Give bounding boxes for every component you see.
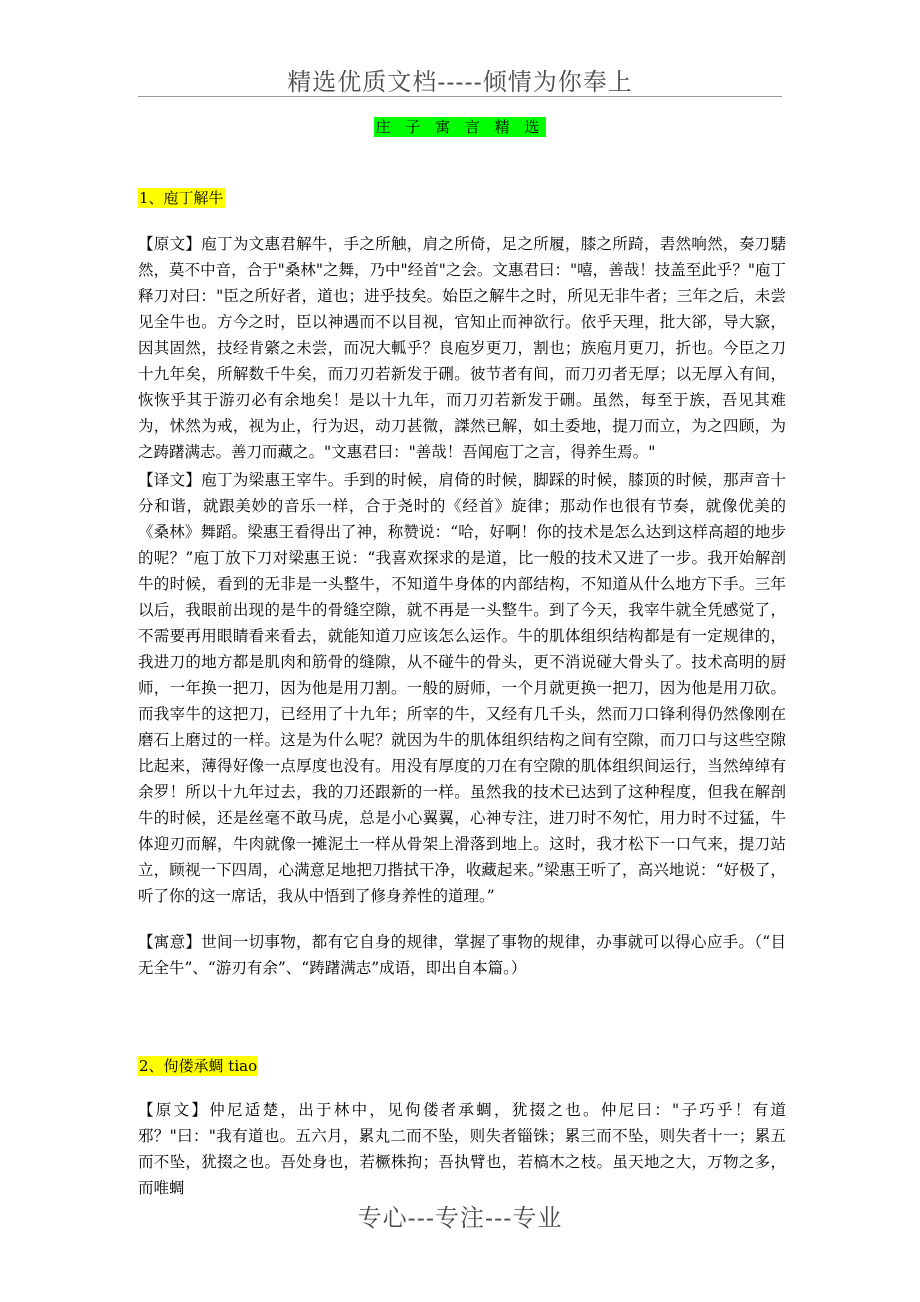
document-title	[0, 116, 920, 137]
page-header: 精选优质文档-----倾情为你奉上	[287, 68, 633, 96]
section-heading-2	[138, 1055, 258, 1076]
section1-moral: 【寓意】世间一切事物，都有它自身的规律，掌握了事物的规律，办事就可以得心应手。（“目无全牛”、“游刃有余”、“踌躇满志”成语，即出自本篇。）	[138, 933, 786, 977]
page-footer: 专心---专注---专业	[357, 1204, 563, 1232]
section-heading-2-text: 2、佝偻承蜩 tiao	[139, 1057, 258, 1075]
section1-original: 【原文】庖丁为文惠君解牛，手之所触，肩之所倚，足之所履，膝之所踦，砉然响然，奏刀騞然，莫不中音，合于"桑林"之舞，乃中"经首"之会。文惠君曰："嘻，善哉！技盖至此乎？"庖丁释刀对曰："臣之所好者，道也；进乎技矣。始臣之解牛之时，所见无非牛者；三年之后，未尝见全牛也。方今之时，臣以神遇而不以目视，官知止而神欲行。依乎天理，批大郤，导大窾，因其固然，技经肯綮之未尝，而况大軱乎？良庖岁更刀，割也；族庖月更刀，折也。今臣之刀十九年矣，所解数千牛矣，而刀刃若新发于硎。彼节者有间，而刀刃者无厚；以无厚入有间，恢恢乎其于游刃必有余地矣！是以十九年，而刀刃若新发于硎。虽然，每至于族，吾见其难为，怵然为戒，视为止，行为迟，动刀甚微，謋然已解，如土委地，提刀而立，为之四顾，为之踌躇满志。善刀而藏之。"文惠君曰："善哉！吾闻庖丁之言，得养生焉。"	[138, 235, 786, 461]
section2-original: 【原文】仲尼适楚，出于林中，见佝偻者承蜩，犹掇之也。仲尼曰："子巧乎！有道邪？"曰："我有道也。五六月，累丸二而不坠，则失者锱铢；累三而不坠，则失者十一；累五而不坠，犹掇之也。吾处身也，若橛株拘；吾执臂也，若槁木之枝。虽天地之大，万物之多，而唯蜩	[138, 1101, 786, 1197]
section-heading-1-text: 1、庖丁解牛	[139, 189, 224, 207]
section-heading-1	[138, 187, 225, 208]
section1-translation: 【译文】庖丁为梁惠王宰牛。手到的时候，肩倚的时候，脚踩的时候，膝顶的时候，那声音十分和谐，就跟美妙的音乐一样，合于尧时的《经首》旋律；那动作也很有节奏，就像优美的《桑林》舞蹈。梁惠王看得出了神，称赞说：“哈，好啊！你的技术是怎么达到这样高超的地步的呢？”庖丁放下刀对梁惠王说：“我喜欢探求的是道，比一般的技术又进了一步。我开始解剖牛的时候，看到的无非是一头整牛，不知道牛身体的内部结构，不知道从什么地方下手。三年以后，我眼前出现的是牛的骨缝空隙，就不再是一头整牛。到了今天，我宰牛就全凭感觉了，不需要再用眼睛看来看去，就能知道刀应该怎么运作。牛的肌体组织结构都是有一定规律的，我进刀的地方都是肌肉和筋骨的缝隙，从不碰牛的骨头，更不消说碰大骨头了。技术高明的厨师，一年换一把刀，因为他是用刀割。一般的厨师，一个月就更换一把刀，因为他是用刀砍。而我宰牛的这把刀，已经用了十九年；所宰的牛，又经有几千头，然而刀口锋利得仍然像刚在磨石上磨过的一样。这是为什么呢？就因为牛的肌体组织结构之间有空隙，而刀口与这些空隙比起来，薄得好像一点厚度也没有。用没有厚度的刀在有空隙的肌体组织间运行，当然绰绰有余罗！所以十九年过去，我的刀还跟新的一样。虽然我的技术已达到了这种程度，但我在解剖牛的时候，还是丝毫不敢马虎，总是小心翼翼，心神专注，进刀时不匆忙，用力时不过猛，牛体迎刃而解，牛肉就像一摊泥土一样从骨架上滑落到地上。这时，我才松下一口气来，提刀站立，顾视一下四周，心满意足地把刀揩拭干净，收藏起来。”梁惠王听了，高兴地说：“好极了，听了你的这一席话，我从中悟到了修身养性的道理。”	[138, 471, 786, 905]
document-title-text: 庄 子 寓 言 精 选	[375, 118, 545, 136]
header-divider	[138, 96, 782, 97]
